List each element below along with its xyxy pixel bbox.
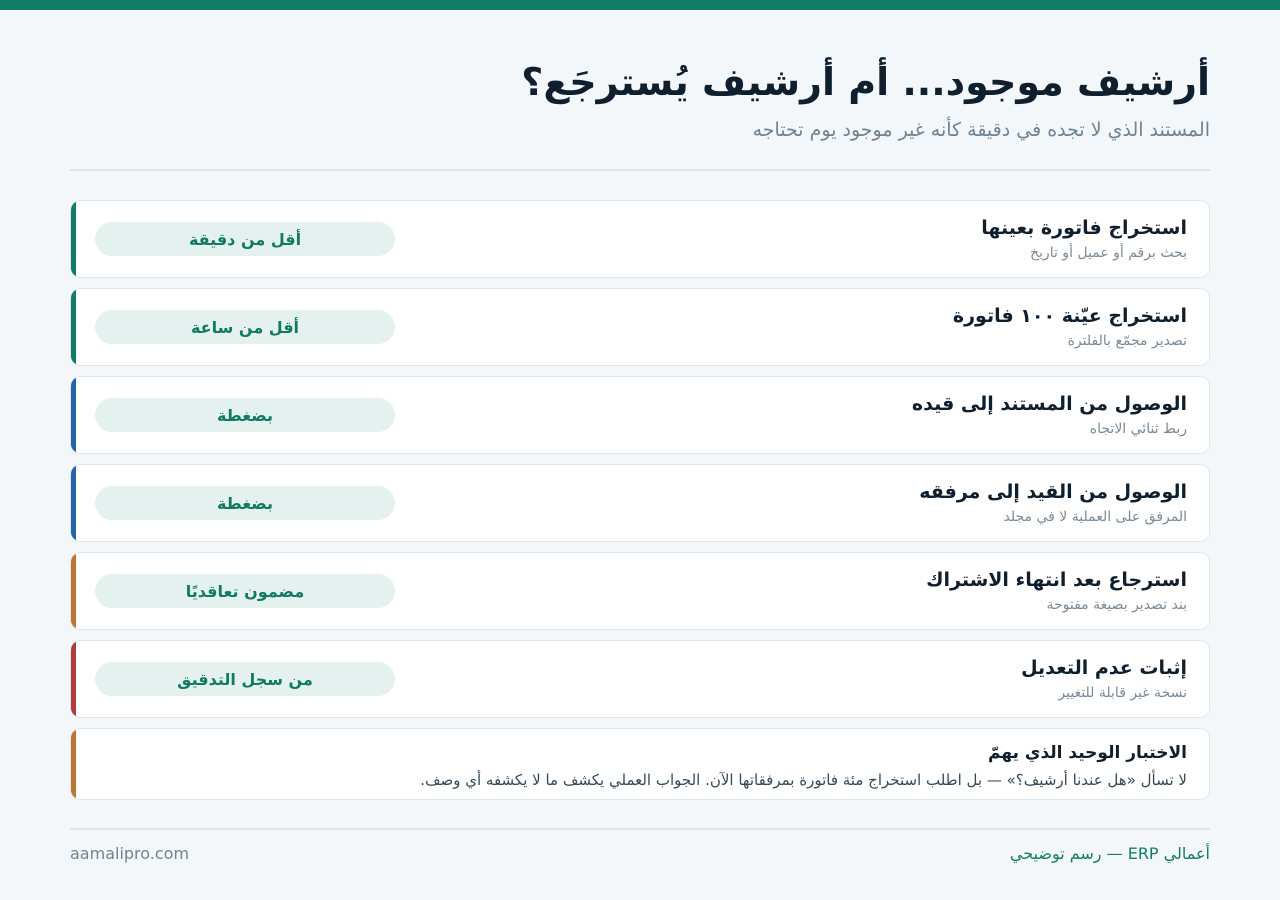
row-accent <box>71 377 76 453</box>
list-item <box>70 640 1210 718</box>
row-title: استخراج فاتورة بعينها <box>981 217 1187 239</box>
row-text <box>919 479 1187 527</box>
header-divider <box>70 169 1210 171</box>
row-subtitle: نسخة غير قابلة للتغيير <box>1058 685 1187 701</box>
note-title: الاختبار الوحيد الذي يهمّ <box>988 743 1187 763</box>
row-accent <box>71 465 76 541</box>
row-subtitle: بحث برقم أو عميل أو تاريخ <box>1030 245 1187 261</box>
row-title: استرجاع بعد انتهاء الاشتراك <box>926 569 1187 591</box>
status-badge: بضغطة <box>95 398 395 432</box>
footer <box>70 844 1210 863</box>
row-text <box>981 215 1187 263</box>
list-item <box>70 376 1210 454</box>
row-text <box>926 567 1187 615</box>
list-item <box>70 288 1210 366</box>
footer-brand: أعمالي ERP — رسم توضيحي <box>1009 844 1210 863</box>
note-body: لا تسأل «هل عندنا أرشيف؟» — بل اطلب استخراج مئة فاتورة بمرفقاتها الآن. الجواب العملي يكشف ما لا يكشفه أي وصف. <box>420 771 1187 789</box>
status-badge: مضمون تعاقديًا <box>95 574 395 608</box>
footer-site[interactable]: aamalipro.com <box>70 844 190 863</box>
row-subtitle: المرفق على العملية لا في مجلد <box>1003 509 1187 525</box>
row-text <box>953 303 1187 351</box>
list-item <box>70 464 1210 542</box>
footer-divider <box>70 828 1210 830</box>
row-title: الوصول من القيد إلى مرفقه <box>919 481 1187 503</box>
page-title: أرشيف موجود... أم أرشيف يُسترجَع؟ <box>521 60 1210 104</box>
top-accent-bar <box>0 0 1280 10</box>
row-title: استخراج عيّنة ١٠٠ فاتورة <box>952 305 1187 327</box>
page-subtitle: المستند الذي لا تجده في دقيقة كأنه غير موجود يوم تحتاجه <box>752 119 1210 141</box>
row-subtitle: بند تصدير بصيغة مفتوحة <box>1046 597 1187 613</box>
header <box>70 10 1210 144</box>
status-badge: أقل من ساعة <box>95 310 395 344</box>
row-title: الوصول من المستند إلى قيده <box>911 393 1187 415</box>
page <box>70 10 1210 863</box>
status-badge: أقل من دقيقة <box>95 222 395 256</box>
row-accent <box>71 289 76 365</box>
row-text <box>912 391 1187 439</box>
comparison-list <box>70 200 1210 718</box>
row-title: إثبات عدم التعديل <box>1021 657 1187 679</box>
row-subtitle: ربط ثنائي الاتجاه <box>1089 421 1187 437</box>
list-item <box>70 552 1210 630</box>
row-accent <box>71 201 76 277</box>
row-subtitle: تصدير مجمّع بالفلترة <box>1067 333 1187 349</box>
list-item <box>70 200 1210 278</box>
status-badge: من سجل التدقيق <box>95 662 395 696</box>
note-accent <box>71 729 76 799</box>
row-accent <box>71 553 76 629</box>
note-card <box>70 728 1210 800</box>
row-accent <box>71 641 76 717</box>
status-badge: بضغطة <box>95 486 395 520</box>
row-text <box>1021 655 1187 703</box>
